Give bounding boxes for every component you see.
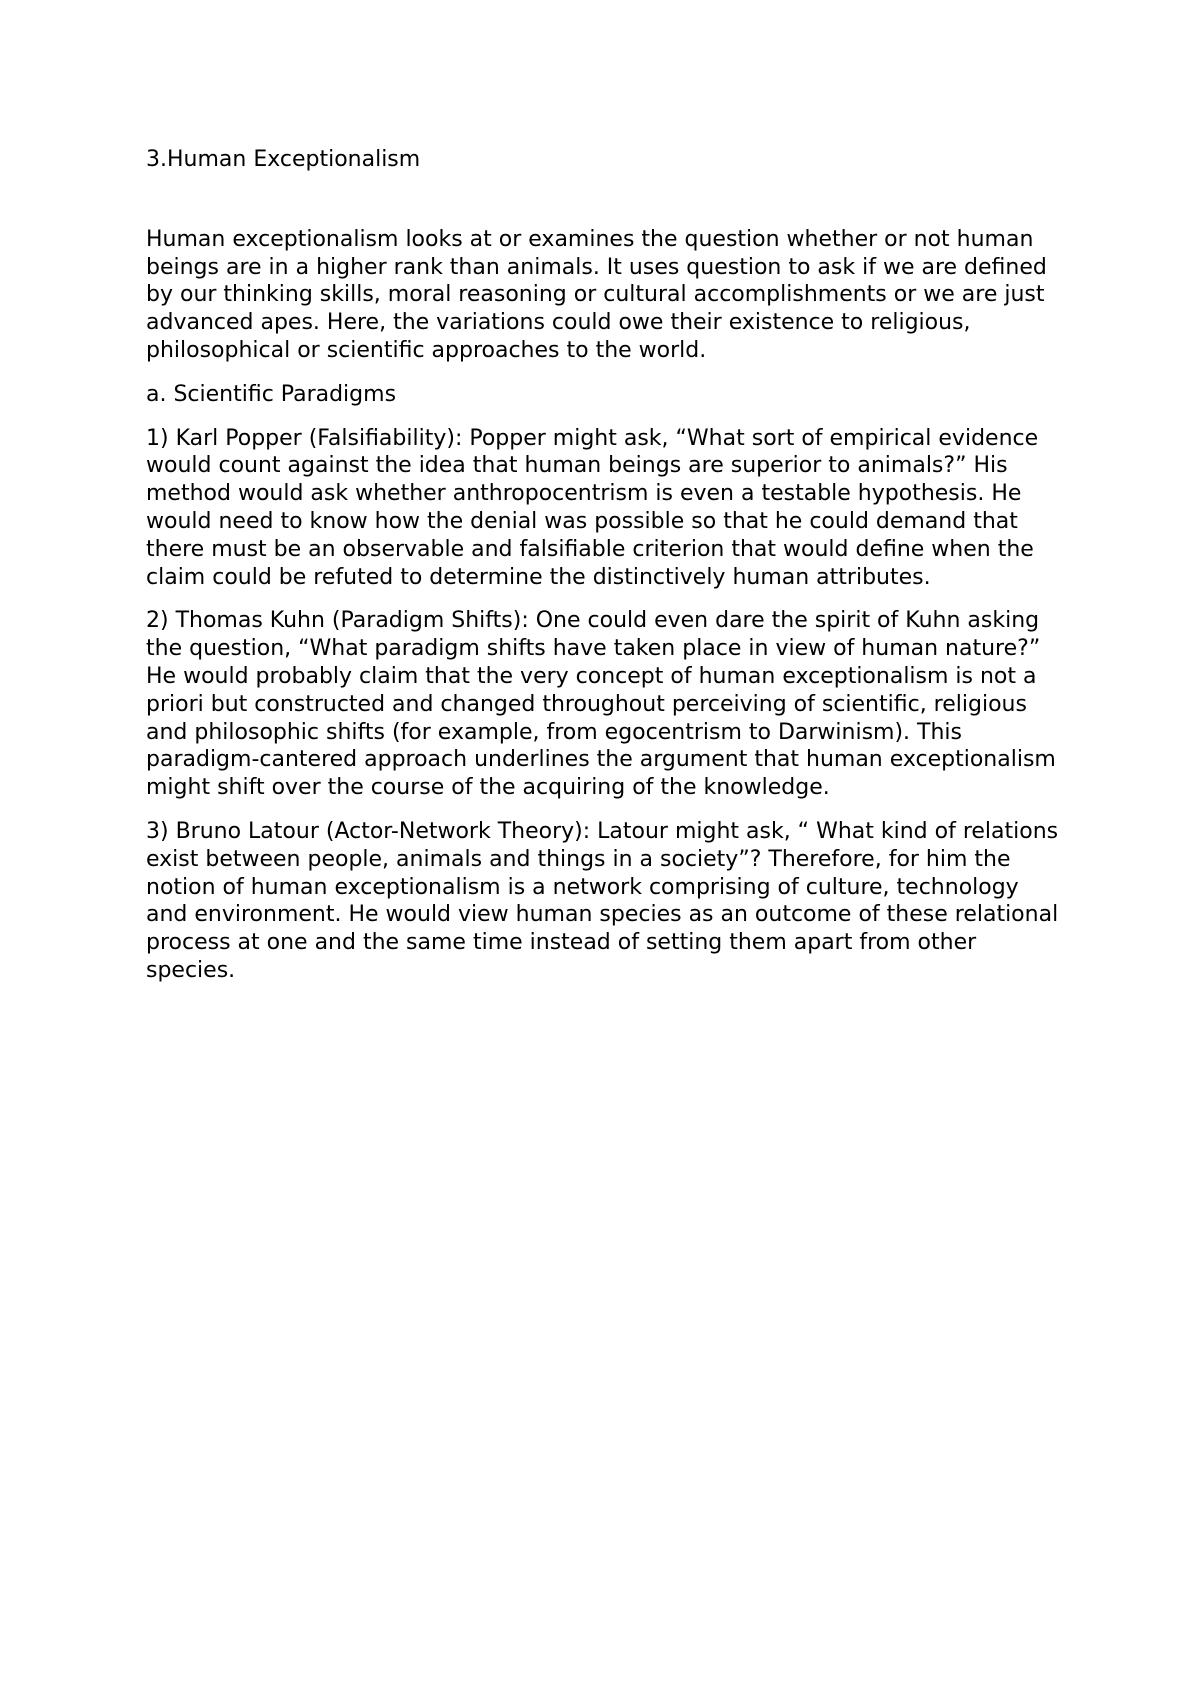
subsection-heading: a. Scientific Paradigms <box>146 381 397 407</box>
paragraph-kuhn: 2) Thomas Kuhn (Paradigm Shifts): One could even dare the spirit of Kuhn asking the question, “What paradigm shifts have taken place in view of human nature?” He would probably claim that the very concept of human exceptionalism is not a priori but constructed and changed throughout perceiving of scientific, religious and philosophic shifts (for example, from egocentrism to Darwinism). This paradigm-cantered approach underlines the argument that human exceptionalism might shift over the course of the acquiring of the knowledge. <box>146 608 1056 801</box>
paragraph-popper: 1) Karl Popper (Falsifiability): Popper might ask, “What sort of empirical evidence would count against the idea that human beings are superior to animals?” His method would ask whether anthropocentrism is even a testable hypothesis. He would need to know how the denial was possible so that he could demand that there must be an observable and falsifiable criterion that would define when the claim could be refuted to determine the distinctively human attributes. <box>146 425 1039 590</box>
document-body <box>146 146 1066 985</box>
paragraph-latour: 3) Bruno Latour (Actor-Network Theory): Latour might ask, “ What kind of relations exist between people, animals and things in a society”? Therefore, for him the notion of human exceptionalism is a network comprising of culture, technology and environment. He would view human species as an outcome of these relational process at one and the same time instead of setting them apart from other species. <box>146 818 1059 983</box>
section-heading: 3.Human Exceptionalism <box>146 147 421 172</box>
intro-paragraph: Human exceptionalism looks at or examines the question whether or not human beings are in a higher rank than animals. It uses question to ask if we are defined by our thinking skills, moral reasoning or cultural accomplishments or we are just advanced apes. Here, the variations could owe their existence to religious, philosophical or scientific approaches to the world. <box>146 226 1047 363</box>
